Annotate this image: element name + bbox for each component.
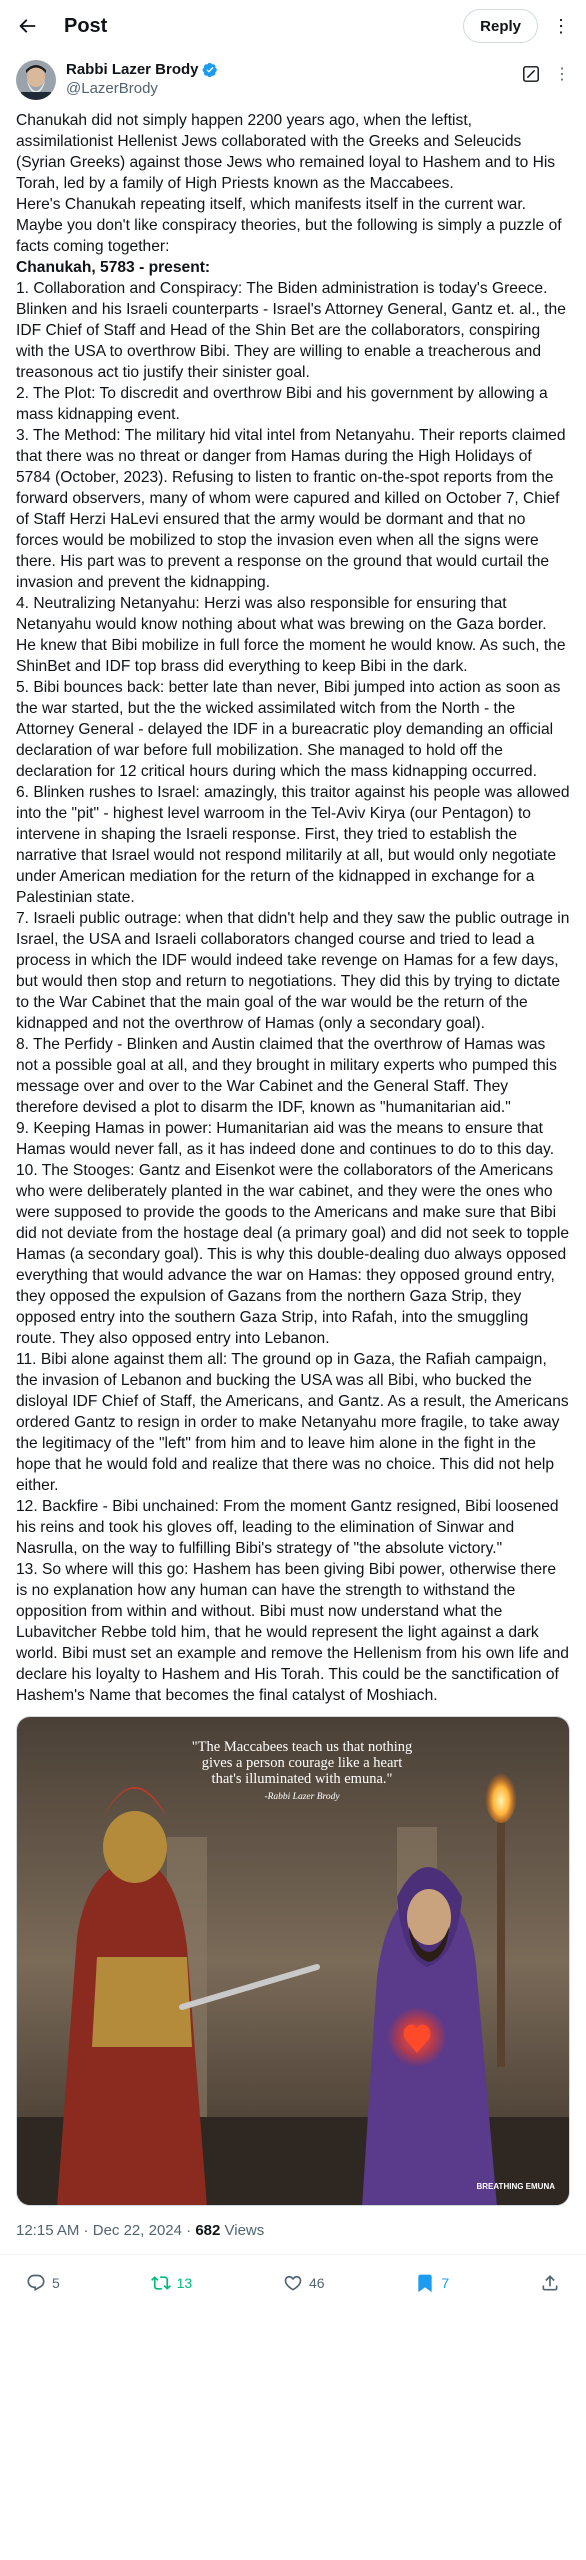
repost-action[interactable] (151, 2273, 193, 2293)
post-text (0, 110, 586, 1706)
post-meta (0, 2206, 586, 2240)
post-date[interactable]: Dec 22, 2024 (92, 2222, 182, 2239)
views-label: Views (220, 2222, 265, 2239)
post-paragraph: 2. The Plot: To discredit and overthrow Bibi and his government by allowing a mass kidnapping event. (16, 385, 548, 423)
reply-count: 5 (52, 2275, 60, 2291)
image-quote (187, 1739, 417, 1805)
repost-icon (151, 2273, 171, 2293)
meta-separator: · (79, 2222, 93, 2239)
post-paragraph: 13. So where will this go: Hashem has been giving Bibi power, otherwise there is no explanation how any human can have the strength to withstand the opposition from within and without. Bibi must now understand what the Lubavitcher Rebbe told him, that he would represent the light against a dark world. Bibi must set an example and remove the Hellenism from his own life and declare his loyalty to Hashem and His Torah. This could be the sanctification of Hashem's Name that becomes the final catalyst of Moshiach. (16, 1561, 569, 1704)
verified-badge-icon (202, 62, 218, 78)
post-image[interactable] (16, 1716, 570, 2206)
author-handle[interactable]: @LazerBrody (66, 80, 158, 97)
post-paragraph: 8. The Perfidy - Blinken and Austin claimed that the overthrow of Hamas was not a possible goal at all, and they brought in military experts who pumped this message over and over to the War Cabinet and the General Staff. They therefore devised a plot to disarm the IDF, known as "humanitarian aid." (16, 1036, 557, 1116)
heart-icon (283, 2273, 303, 2293)
author-name[interactable]: Rabbi Lazer Brody (66, 61, 199, 78)
grok-icon[interactable] (522, 65, 540, 83)
post-paragraph: 4. Neutralizing Netanyahu: Herzi was also responsible for ensuring that Netanyahu would know nothing about what was brewing on the Gaza border. He knew that Bibi mobilize in full force the moment he would know. As such, the ShinBet and IDF top brass did everything to keep Bibi in the dark. (16, 595, 566, 675)
more-options-icon[interactable]: ⋮ (552, 15, 570, 36)
post-time[interactable]: 12:15 AM (16, 2222, 80, 2239)
bookmark-count: 7 (441, 2275, 450, 2291)
bookmark-action[interactable] (415, 2273, 449, 2293)
post-paragraph: 7. Israeli public outrage: when that didn't help and they saw the public outrage in Israel, the USA and Israeli collaborators changed course and tried to lead a process in which the IDF would indeed take revenge on Hamas for a few days, but would then stop and return to negotiations. They did this by trying to dictate to the War Cabinet that the main goal of the war would be the return of the kidnapped and not the overthrow of Hamas (only a secondary goal). (16, 910, 570, 1032)
post-paragraph: Chanukah did not simply happen 2200 years ago, when the leftist, assimilationist Hellenist Jews collaborated with the Greeks and Seleucids (Syrian Greeks) against those Jews who remained loyal to Hashem and to His Torah, led by a family of High Priests known as the Maccabees. (16, 112, 556, 192)
avatar[interactable] (16, 60, 56, 100)
post-paragraph: 3. The Method: The military hid vital intel from Netanyahu. Their reports claimed that there was no threat or danger from Hamas during the High Holidays of 5784 (October, 2023). Refusing to listen to frantic on-the-spot reports from the forward observers, many of whom were capured and killed on October 7, Chief of Staff Herzi HaLevi ensured that the army would be dormant and that no forces would be mobilized to stop the invasion even when all the signs were there. His part was to prevent a response on the ground that would curtail the invasion and prevent the kidnapping. (16, 427, 566, 591)
post-subheading: Chanukah, 5783 - present: (16, 259, 211, 276)
meta-separator: · (181, 2222, 196, 2239)
post-paragraph: 11. Bibi alone against them all: The ground op in Gaza, the Rafiah campaign, the invasion of Lebanon and bucking the USA was all Bibi, who bucked the disloyal IDF Chief of Staff, the Americans, and Gantz. As a result, the Americans ordered Gantz to resign in order to make Netanyahu more fragile, to take away the legitimacy of the "left" from him and to leave him alone in the fight in the hope that he would fold and realize that there was no choice. This did not help either. (16, 1351, 569, 1494)
post-paragraph: Here's Chanukah repeating itself, which manifests itself in the current war. Maybe you don't like conspiracy theories, but the following is simply a puzzle of facts coming together: (16, 196, 562, 255)
reply-button[interactable]: Reply (463, 9, 538, 43)
share-icon (540, 2273, 560, 2293)
image-quote-author: -Rabbi Lazer Brody (264, 1792, 340, 1802)
post-more-icon[interactable]: ⋮ (554, 66, 570, 83)
post-paragraph: 12. Backfire - Bibi unchained: From the moment Gantz resigned, Bibi loosened his reins and took his gloves off, leading to the elimination of Sinwar and Nasrulla, on the way to fulfilling Bibi's strategy of "the absolute victory." (16, 1498, 559, 1557)
bookmark-icon (415, 2273, 435, 2293)
reply-action[interactable] (26, 2273, 60, 2293)
post-paragraph: 9. Keeping Hamas in power: Humanitarian aid was the means to ensure that Hamas would never fall, as it has indeed done and continues to do to this day. (16, 1120, 555, 1158)
views-count: 682 (195, 2222, 221, 2239)
share-action[interactable] (540, 2273, 560, 2293)
reply-icon (26, 2273, 46, 2293)
like-action[interactable] (283, 2273, 325, 2293)
back-arrow-icon[interactable] (16, 15, 38, 37)
post-paragraph: 10. The Stooges: Gantz and Eisenkot were the collaborators of the Americans who were deliberately planted in the war cabinet, and they were the ones who were supposed to provide the goods to the Americans and make sure that Bibi did not deviate from the hostage deal (a primary goal) and did not seek to topple Hamas (a secondary goal). This is why this double-dealing duo always opposed everything that would advance the war on Hamas: they opposed ground entry, they opposed the expulsion of Gazans from the northern Gaza Strip, they opposed entry into the southern Gaza Strip, into Rafah, into the smuggling route. They also opposed entry into Lebanon. (16, 1162, 570, 1347)
like-count: 46 (309, 2275, 325, 2291)
post-paragraph: 6. Blinken rushes to Israel: amazingly, this traitor against his people was allowed into the "pit" - highest level warroom in the Tel-Aviv Kirya (our Pentagon) to intervene in shaping the Israeli response. First, they tried to establish the narrative that Israel would not respond militarily at all, but would only negotiate under American mediation for the return of the kidnapped in exchange for a Palestinian state. (16, 784, 570, 906)
repost-count: 13 (176, 2275, 193, 2291)
author-row (0, 52, 586, 104)
image-quote-text: "The Maccabees teach us that nothing gives a person courage like a heart that's illuminated with emuna." (191, 1739, 413, 1787)
engagement-bar (0, 2255, 586, 2311)
page-title: Post (64, 14, 108, 37)
post-paragraph: 1. Collaboration and Conspiracy: The Biden administration is today's Greece. Blinken and his Israeli counterparts - Israel's Attorney General, Gantz et. al., the IDF Chief of Staff and Head of the Shin Bet are the collaborators, conspiring with the USA to overthrow Bibi. They are willing to enable a treacherous and treasonous act tio justify their sinister goal. (16, 280, 566, 381)
post-paragraph: 5. Bibi bounces back: better late than never, Bibi jumped into action as soon as the war started, but the the wicked assimilated witch from the North - the Attorney General - delayed the IDF in a bureacratic ploy demanding an official declaration of war before full mobilization. She managed to hold off the declaration for 12 critical hours during which the mass kidnapping occurred. (16, 679, 561, 780)
top-bar (0, 0, 586, 52)
image-logo: BREATHING EMUNA (476, 2182, 555, 2191)
